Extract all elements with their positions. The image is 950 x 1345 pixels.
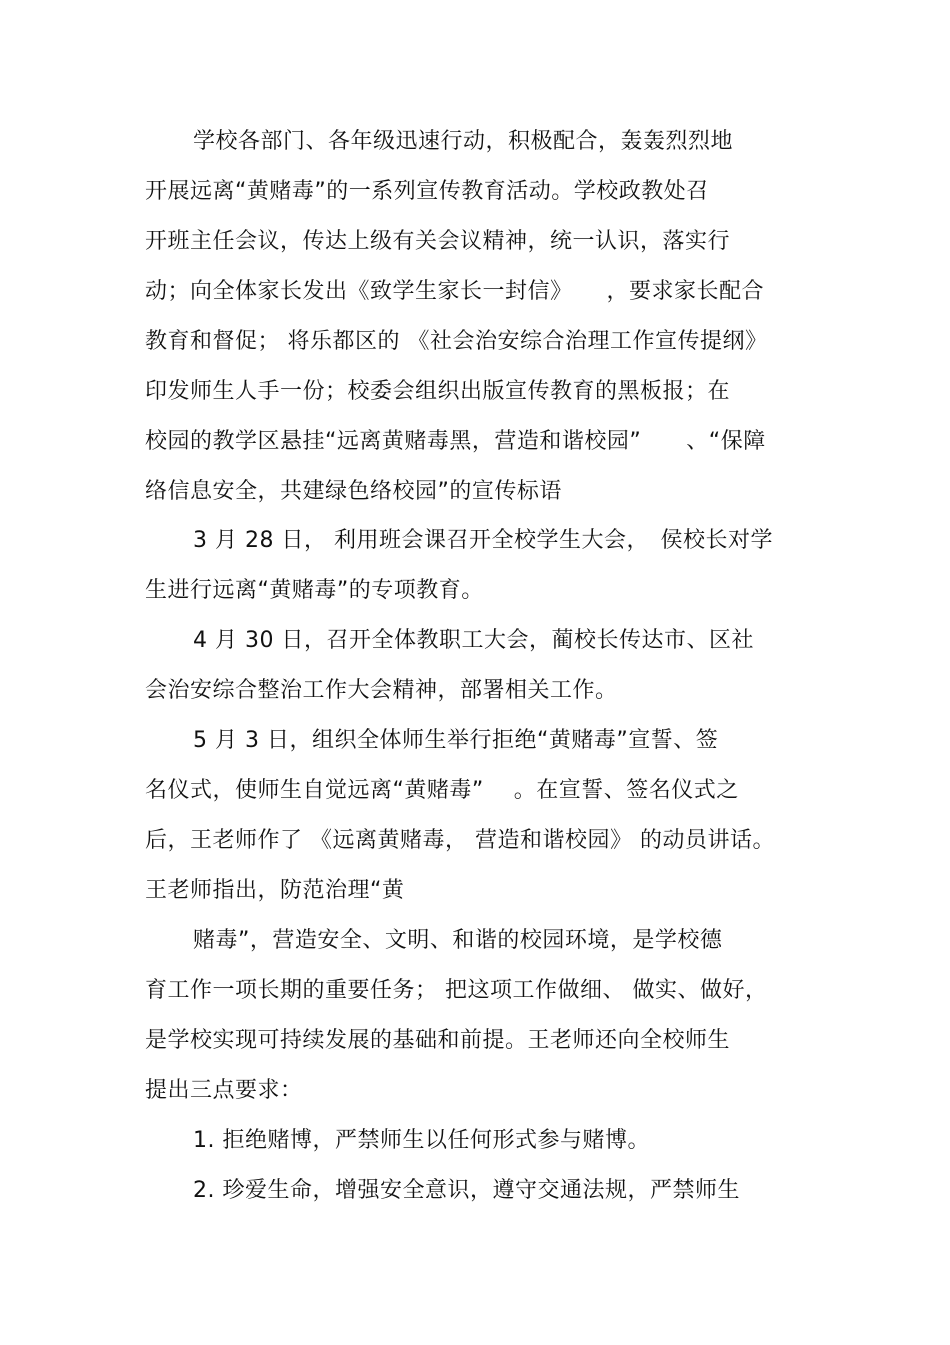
text-line: 动；向全体家长发出《致学生家长一封信》 ，要求家长配合: [145, 279, 765, 304]
text-line: 5 月 3 日，组织全体师生举行拒绝“黄赌毒”宣誓、签: [193, 728, 719, 753]
text-line: 王老师指出，防范治理“黄: [145, 878, 405, 903]
text-line: 4 月 30 日，召开全体教职工大会，蔺校长传达市、区社: [193, 628, 754, 653]
list-item: 2. 珍爱生命，增强安全意识，遵守交通法规，严禁师生: [193, 1178, 740, 1203]
text-line: 学校各部门、各年级迅速行动，积极配合，轰轰烈烈地: [193, 129, 734, 154]
text-line: 赌毒”，营造安全、文明、和谐的校园环境，是学校德: [193, 928, 723, 953]
text-line: 会治安综合整治工作大会精神，部署相关工作。: [145, 678, 618, 703]
text-line: 3 月 28 日， 利用班会课召开全校学生大会， 侯校长对学: [193, 528, 773, 553]
text-line: 校园的教学区悬挂“远离黄赌毒黑，营造和谐校园” 、“保障: [145, 429, 766, 454]
text-line: 后，王老师作了 《远离黄赌毒， 营造和谐校园》 的动员讲话。: [145, 828, 775, 853]
text-line: 络信息安全，共建绿色络校园”的宣传标语: [145, 479, 562, 504]
text-line: 提出三点要求：: [145, 1078, 303, 1103]
list-item: 1. 拒绝赌博，严禁师生以任何形式参与赌博。: [193, 1128, 650, 1153]
text-line: 是学校实现可持续发展的基础和前提。王老师还向全校师生: [145, 1028, 731, 1053]
text-line: 育工作一项长期的重要任务； 把这项工作做细、 做实、做好，: [145, 978, 768, 1003]
text-line: 生进行远离“黄赌毒”的专项教育。: [145, 578, 484, 603]
text-line: 教育和督促； 将乐都区的 《社会治安综合治理工作宣传提纲》: [145, 329, 768, 354]
text-line: 开展远离“黄赌毒”的一系列宣传教育活动。学校政教处召: [145, 179, 709, 204]
text-line: 名仪式，使师生自觉远离“黄赌毒” 。在宣誓、签名仪式之: [145, 778, 739, 803]
text-line: 印发师生人手一份；校委会组织出版宣传教育的黑板报；在: [145, 379, 731, 404]
text-line: 开班主任会议，传达上级有关会议精神，统一认识，落实行: [145, 229, 731, 254]
